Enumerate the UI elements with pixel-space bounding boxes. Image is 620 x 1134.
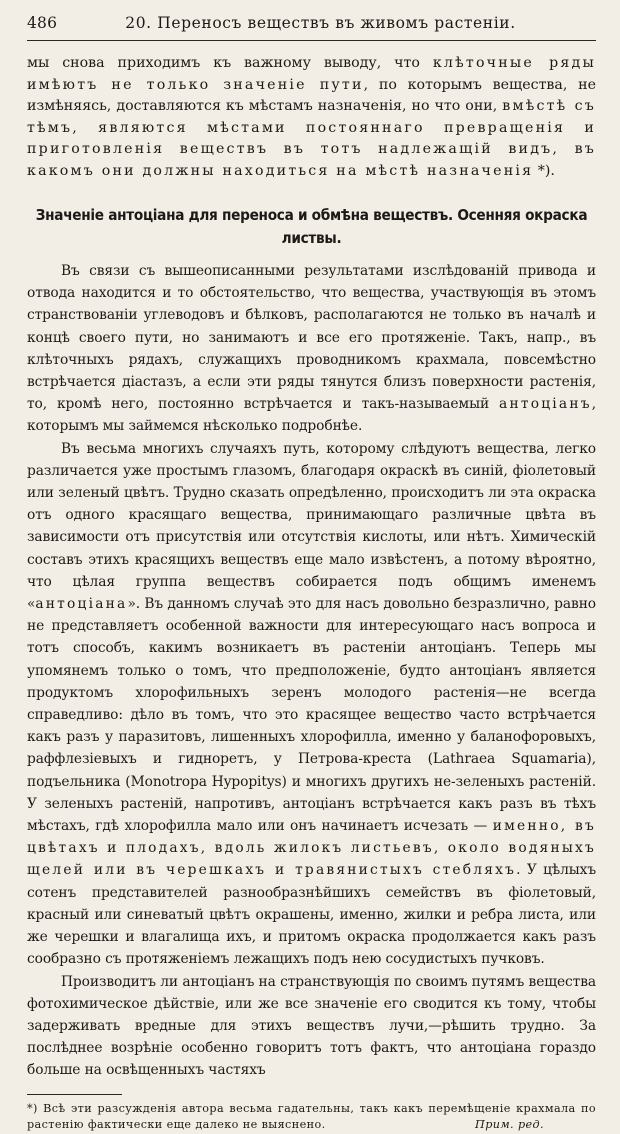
running-head bbox=[27, 14, 596, 38]
paragraph-text: . У цѣлыхъ сотенъ представителей разнообразнѣйшихъ семействъ въ фіолетовый, красный или синеватый цвѣтъ окрашены, именно, жилки и ребра листа, или же черешки и влагалища ихъ, и притомъ окраска продолжается какъ разъ сообразно съ протяженіемъ лежащихъ подъ нею сосудистыхъ пучковъ. bbox=[27, 862, 597, 968]
section-heading: Значеніе антоціана для переноса и обмѣна веществъ. Осенняя окраска листвы. bbox=[35, 206, 588, 247]
paragraph-text: ». Въ данномъ случаѣ это для насъ довольно безразлично, равно не представляетъ особенной важности для интересующаго насъ вопроса и тотъ способъ, какимъ возникаетъ въ растеніи антоціанъ. Теперь мы упомянемъ только о томъ, что предположеніе, будто антоціанъ является продуктомъ хлорофильныхъ зеренъ молодого растенія—не всегда справедливо: дѣло въ томъ, что это красящее вещество часто встрѣчается какъ разъ у паразитовъ, лишенныхъ хлорофилла, именно у баланофоровыхъ, раффлезіевыхъ и гидноретъ, у Петрова-креста (Lathraea Squamaria), подъельника (Monotropa Hypopitys) и многихъ другихъ не-зеленыхъ растеній. У зеленыхъ растеній, напротивъ, антоціанъ встрѣчается какъ разъ въ тѣхъ мѣстахъ, гдѣ хлорофилла мало или онъ начинаетъ исчезать — bbox=[27, 596, 596, 835]
body-paragraph bbox=[27, 260, 596, 438]
emphasis-spaced-text: клѣточные ряды имѣютъ не только значеніе пути bbox=[27, 55, 596, 93]
editor-note-label: Прим. ред. bbox=[475, 1118, 544, 1132]
page-number: 486 bbox=[27, 14, 58, 32]
emphasis-spaced-text: антоціанъ bbox=[499, 396, 592, 413]
paragraph-text: Производитъ ли антоціанъ на странствующія по своимъ путямъ вещества фотохимическое дѣйствіе, или же все значеніе его сводится къ тому, чтобы задерживать вредные для этихъ веществъ лучи,—рѣшить трудно. За послѣднее возрѣніе особенно говоритъ тотъ фактъ, что антоціана гораздо больше на освѣщенныхъ частяхъ bbox=[27, 973, 596, 1079]
running-title: 20. Переносъ веществъ въ живомъ растеніи. bbox=[125, 14, 516, 32]
opening-paragraph bbox=[27, 53, 596, 182]
footnote-text: *) Всѣ эти разсужденія автора весьма гадательны, такъ какъ перемѣщеніе крахмала по растенію фактически еще далеко не выяснено. bbox=[27, 1101, 596, 1132]
paragraph-text: Въ весьма многихъ случаяхъ путь, которому слѣдуютъ вещества, легко различается уже простымъ глазомъ, благодаря окраскѣ въ синій, фіолетовый или зеленый цвѣтъ. Трудно сказать опредѣленно, происходитъ ли эта окраска отъ одного красящаго вещества, принимающаго различные цвѣта въ зависимости отъ присутствія или отсутствія кислоты, или нѣтъ. Химическій составъ этихъ красящихъ веществъ еще мало извѣстенъ, а потому вѣроятно, что цѣлая группа веществъ собирается подъ общимъ именемъ « bbox=[27, 440, 596, 613]
paragraph-text: мы снова приходимъ къ важному выводу, что bbox=[27, 55, 433, 71]
footnote bbox=[27, 1101, 596, 1134]
paragraph-text: , по которымъ вещества, не измѣняясь, доставляются къ мѣстамъ назначенія, но что они, bbox=[27, 76, 596, 114]
body-paragraph bbox=[27, 971, 596, 1082]
section-body bbox=[27, 260, 596, 1082]
emphasis-spaced-text: именно, въ цвѣтахъ и плодахъ, вдоль жилокъ листьевъ, около водяныхъ щелей или въ черешкахъ и травянистыхъ стебляхъ bbox=[27, 818, 597, 879]
emphasis-spaced-text: антоціана bbox=[35, 596, 128, 613]
paragraph-text: Въ связи съ вышеописанными результатами изслѣдованій привода и отвода находится и то обстоятельство, что вещества, участвующія въ этомъ странствованіи углеводовъ и бѣлковъ, располагаются не только въ началѣ и концѣ своего пути, но занимаютъ и все его протяженіе. Такъ, напр., въ клѣточныхъ рядахъ, служащихъ проводникомъ крахмала, повсемѣстно встрѣчается діастазъ, а если эти ряды тянутся близъ поверхности растенія, то, кромѣ него, постоянно встрѣчается и такъ-называемый bbox=[27, 263, 596, 413]
paragraph-text: *). bbox=[533, 162, 555, 179]
footnote-separator bbox=[27, 1094, 122, 1095]
body-paragraph bbox=[27, 438, 596, 971]
emphasis-spaced-text: вмѣстѣ съ тѣмъ, являются мѣстами постояннаго превращенія и приготовленія веществъ въ тотъ надлежащій видъ, въ какомъ они должны находиться на мѣстѣ назначенія bbox=[27, 98, 596, 179]
header-rule bbox=[27, 40, 596, 41]
paragraph-text: , которымъ мы займемся нѣсколько подробнѣе. bbox=[27, 396, 596, 435]
